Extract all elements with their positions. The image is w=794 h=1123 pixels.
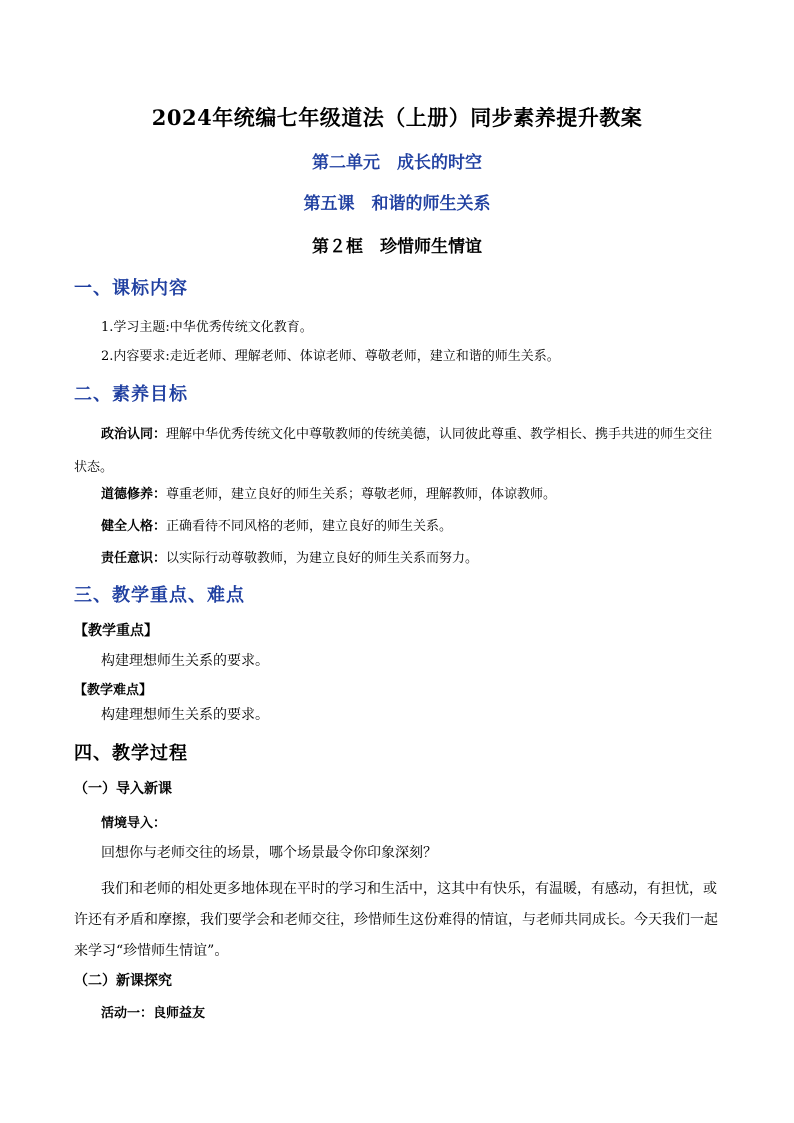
goal-personality [101,515,452,534]
goal-label: 责任意识： [101,551,167,566]
standards-item: 2.内容要求:走近老师、理解老师、体谅老师、尊敬老师，建立和谐的师生关系。 [101,349,560,364]
section-heading-standards: 一、课标内容 [74,278,188,299]
difficult-point-label: 【教学难点】 [74,683,153,698]
goal-text: 正确看待不同风格的老师，建立良好的师生关系。 [166,519,453,534]
goal-text: 尊重老师，建立良好的师生关系；尊敬老师，理解教师，体谅教师。 [166,487,557,502]
process-part-intro: （一）导入新课 [74,781,172,797]
unit-title: 第二单元 成长的时空 [312,153,482,173]
difficult-point-text: 构建理想师生关系的要求。 [101,707,269,723]
intro-question: 回想你与老师交往的场景，哪个场景最令你印象深刻？ [101,845,437,861]
section-heading-process: 四、教学过程 [74,743,188,764]
lesson-title: 第五课 和谐的师生关系 [303,194,491,214]
goal-responsibility [101,547,478,566]
goal-text: 理解中华优秀传统文化中尊敬教师的传统美德，认同彼此尊重、教学相长、携手共进的师生交往状态。 [74,427,713,475]
intro-paragraph: 我们和老师的相处更多地体现在平时的学习和生活中，这其中有快乐，有温暖，有感动，有担忧，或许还有矛盾和摩擦，我们要学会和老师交往，珍惜师生这份难得的情谊，与老师共同成长。今天我们一起来学习“珍惜师生情谊”。 [74,881,718,959]
goal-moral [101,483,556,502]
scene-intro-label: 情境导入： [101,816,167,831]
goal-label: 政治认同： [101,427,167,442]
process-part-explore: （二）新课探究 [74,973,172,989]
key-point-text: 构建理想师生关系的要求。 [101,653,269,669]
section-heading-focus: 三、教学重点、难点 [74,585,245,606]
section-heading-goals: 二、素养目标 [74,384,188,405]
goal-political [74,418,724,484]
document-title: 2024年统编七年级道法（上册）同步素养提升教案 [151,105,643,130]
frame-title: 第２框 珍惜师生情谊 [312,237,482,257]
standards-item: 1.学习主题:中华优秀传统文化教育。 [101,320,313,335]
goal-label: 道德修养： [101,487,167,502]
activity-one: 活动一：良师益友 [101,1006,206,1021]
key-point-label: 【教学重点】 [74,623,158,639]
goal-label: 健全人格： [101,519,167,534]
goal-text: 以实际行动尊敬教师，为建立良好的师生关系而努力。 [166,551,479,566]
